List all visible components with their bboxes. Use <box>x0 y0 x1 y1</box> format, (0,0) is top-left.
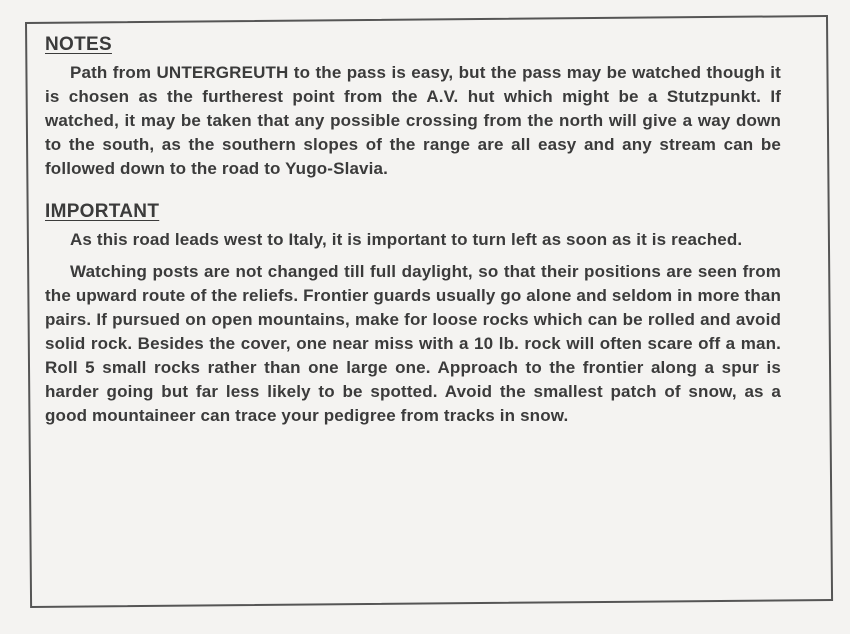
important-heading: IMPORTANT <box>45 201 160 222</box>
notes-heading: NOTES <box>45 34 112 55</box>
notes-section <box>45 32 781 181</box>
important-paragraph-2: Watching posts are not changed till full daylight, so that their positions are seen from the upward route of the reliefs. Frontier guards usually go alone and seldom in more than pairs. If pursued on open mountains, make for loose rocks which can be rolled and avoid solid rock. Besides the cover, one near miss with a 10 lb. rock will often scare off a man. Roll 5 small rocks rather than one large one. Approach to the frontier along a spur is harder going but far less likely to be spotted. Avoid the smallest patch of snow, as a good mountaineer can trace your pedigree from tracks in snow. <box>45 262 781 425</box>
important-paragraph-1: As this road leads west to Italy, it is important to turn left as soon as it is reached. <box>70 230 743 249</box>
notes-paragraph: Path from UNTERGREUTH to the pass is easy, but the pass may be watched though it is chosen as the furtherest point from the A.V. hut which might be a Stutzpunkt. If watched, it may be taken that any possible crossing from the north will give a way down to the south, as the southern slopes of the range are all easy and any stream can be followed down to the road to Yugo-Slavia. <box>45 63 781 178</box>
important-section <box>45 199 781 428</box>
document-body <box>45 32 781 428</box>
